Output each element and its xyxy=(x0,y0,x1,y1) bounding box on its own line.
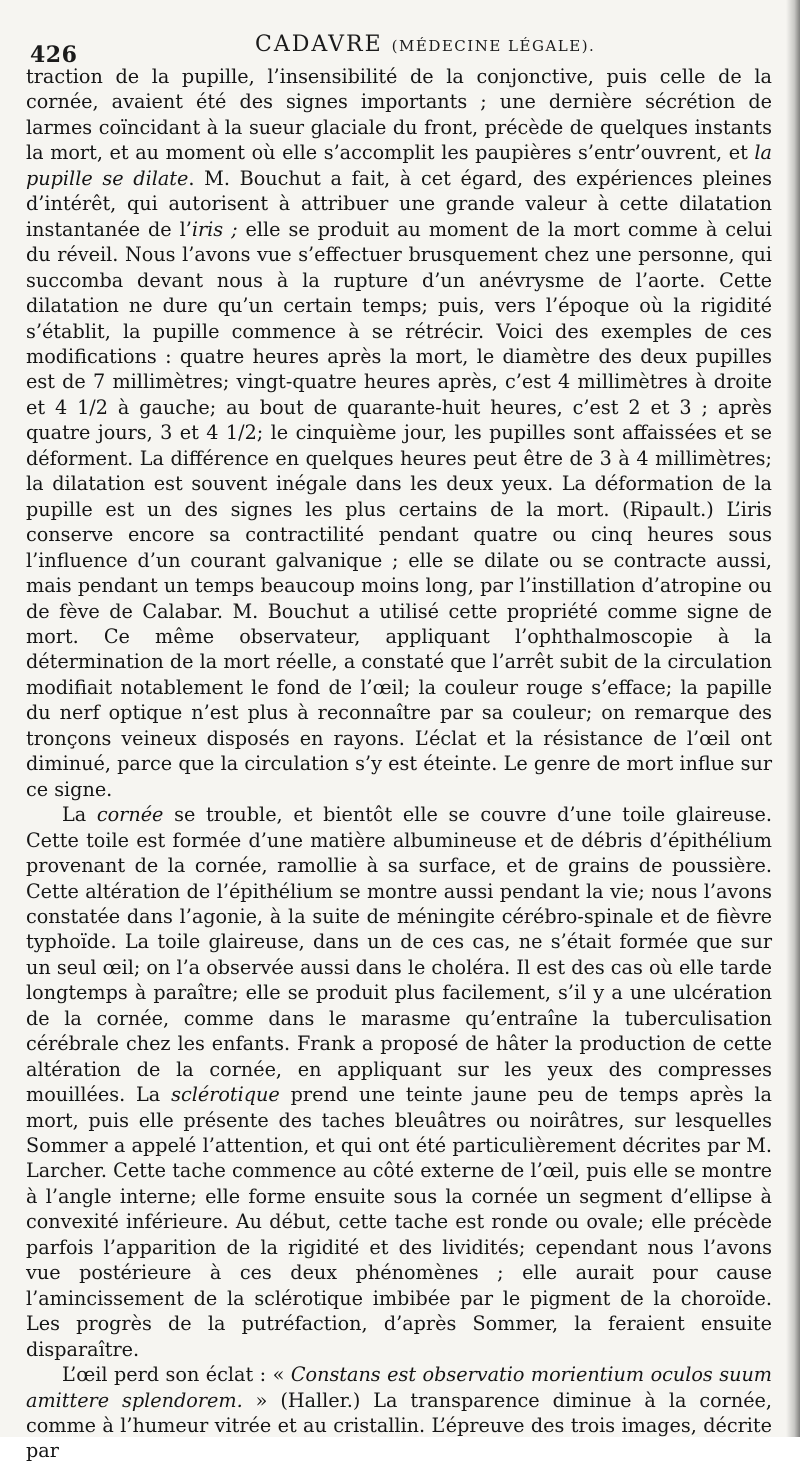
text-run: prend une teinte jaune peu de temps après la mort, puis elle présente des taches bleuâtres ou noirâtres, sur lesquelles Sommer a appelé l’attention, et qui ont été particulièrement décrites par M. Larcher. Cette tache commence au côté externe de l’œil, puis elle se montre à l’angle interne; elle forme ensuite sous la cornée un segment d’ellipse à convexité inférieure. Au début, cette tache est ronde ou ovale; elle précède parfois l’apparition de la rigidité et des lividités; cependant nous l’avons vue postérieure à ces deux phénomènes ; elle aurait pour cause l’amincissement de la sclérotique imbibée par le pigment de la choroïde. Les progrès de la putréfaction, d’après Sommer, la feraient ensuite disparaître. xyxy=(26,1083,772,1361)
italic-text: iris ; xyxy=(191,217,238,241)
italic-text: cornée xyxy=(96,803,164,827)
text-run: . M. Bouchut a fait, à cet égard, des expériences pleines d’intérêt, qui autorisent à attribuer une grande valeur à cette dilatation instantanée de l’ xyxy=(26,166,772,241)
paragraph-2 xyxy=(26,802,772,1362)
scan-edge-shadow xyxy=(786,0,800,1437)
italic-text: sclérotique xyxy=(171,1083,280,1107)
italic-text: la pupille se dilate xyxy=(26,141,772,190)
paragraph-3 xyxy=(26,1362,772,1464)
body-text xyxy=(26,64,772,1464)
text-run: La xyxy=(62,803,97,827)
text-run: se trouble, et bientôt elle se couvre d’une toile glaireuse. Cette toile est formée d’une matière albumineuse et de débris d’épithélium provenant de la cornée, ramollie à sa surface, et de grains de poussière. Cette altération de l’épithélium se montre aussi pendant la vie; nous l’avons constatée dans l’agonie, à la suite de méningite cérébro-spinale et de fièvre typhoïde. La toile glaireuse, dans un de ces cas, ne s’était formée que sur un seul œil; on l’a observée aussi dans le choléra. Il est des cas où elle tarde longtemps à paraître; elle se produit plus facilement, s’il y a une ulcération de la cornée, comme dans le marasme qu’entraîne la tuberculisation cérébrale chez les enfants. Frank a proposé de hâter la production de cette altération de la cornée, en appliquant sur les yeux des compresses mouillées. La xyxy=(26,803,773,1107)
text-run: L’œil perd son éclat : « xyxy=(62,1363,291,1387)
paragraph-1 xyxy=(26,64,772,802)
text-run: elle se produit au moment de la mort comme à celui du réveil. Nous l’avons vue s’effectuer brusquement chez une personne, qui succomba devant nous à la rupture d’un anévrysme de l’aorte. Cette dilatation ne dure qu’un certain temps; puis, vers l’époque où la rigidité s’établit, la pupille commence à se rétrécir. Voici des exemples de ces modifications : quatre heures après la mort, le diamètre des deux pupilles est de 7 millimètres; vingt-quatre heures après, c’est 4 millimètres à droite et 4 1/2 à gauche; au bout de quarante-huit heures, c’est 2 et 3 ; après quatre jours, 3 et 4 1/2; le cinquième jour, les pupilles sont affaissées et se déforment. La différence en quelques heures peut être de 3 à 4 millimètres; la dilatation est souvent inégale dans les deux yeux. La déformation de la pupille est un des signes les plus certains de la mort. (Ripault.) L’iris conserve encore sa contractilité pendant quatre ou cinq heures sous l’influence d’un courant galvanique ; elle se dilate ou se contracte aussi, mais pendant un temps beaucoup moins long, par l’instillation d’atropine ou de fève de Calabar. M. Bouchut a utilisé cette propriété comme signe de mort. Ce même observateur, appliquant l’ophthalmoscopie à la détermination de la mort réelle, a constaté que l’arrêt subit de la circulation modifiait notablement le fond de l’œil; la couleur rouge s’efface; la papille du nerf optique n’est plus à reconnaître par sa couleur; on remarque des tronçons veineux disposés en rayons. L’éclat et la résistance de l’œil ont diminué, parce que la circulation s’y est éteinte. Le genre de mort influe sur ce signe. xyxy=(26,217,772,801)
text-run: » (Haller.) La transparence diminue à la cornée, comme à l’humeur vitrée et au cristallin. L’épreuve des trois images, décrite par xyxy=(26,1388,773,1463)
running-title-subtitle: (MÉDECINE LÉGALE). xyxy=(391,37,596,55)
italic-text: Constans est observatio morientium oculos suum amittere splendorem. xyxy=(26,1363,772,1412)
page-number: 426 xyxy=(30,42,78,68)
text-run: traction de la pupille, l’insensibilité de la conjonctive, puis celle de la cornée, avaient été des signes importants ; une dernière sécrétion de larmes coïncidant à la sueur glaciale du front, précède de quelques instants la mort, et au moment où elle s’accomplit les paupières s’entr’ouvrent, et xyxy=(26,65,772,165)
running-title xyxy=(255,32,595,57)
running-title-main: CADAVRE xyxy=(255,32,383,57)
page-header xyxy=(30,32,770,68)
